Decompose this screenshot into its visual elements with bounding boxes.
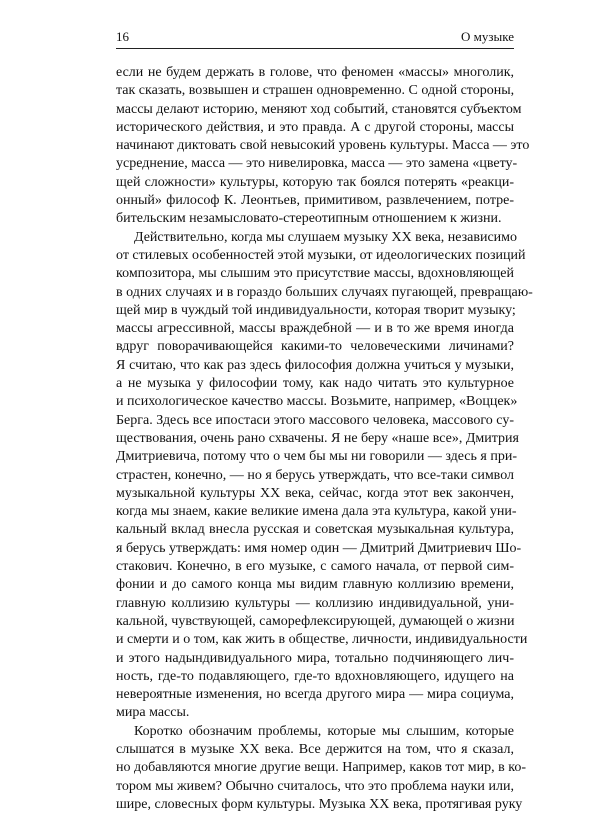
text-line: Дмитриевича, потому что о чем бы мы ни говорили — здесь я при-: [116, 449, 517, 465]
running-title: О музыке: [461, 29, 514, 44]
text-line: массы делают историю, меняют ход событий, становятся субъектом: [116, 101, 522, 117]
text-line: щей сложности» культуры, которую так боялся потерять «реакци-: [116, 174, 514, 190]
text-line: исторического действия, и это правда. А с другой стороны, массы: [116, 119, 514, 135]
text-line: от стилевых особенностей этой музыки, от идеологических позиций: [116, 247, 526, 263]
text-line: Действительно, когда мы слушаем музыку XX века, независимо: [134, 229, 518, 245]
text-line: композитора, мы слышим это присутствие массы, вдохновляющей: [116, 266, 514, 282]
text-line: музыкальной культуры XX века, сейчас, когда этот век закончен,: [116, 485, 514, 501]
text-line: слышатся в музыке XX века. Все держится на том, что я сказал,: [116, 741, 514, 757]
page-number: 16: [116, 29, 129, 44]
text-line: кальной, чувствующей, саморефлексирующей, думающей о жизни: [116, 613, 515, 629]
text-line: ность, где-то подавляющего, где-то вдохновляющего, идущего на: [116, 668, 514, 684]
text-line: и смерти и о том, как жить в обществе, личности, индивидуальности: [116, 632, 528, 648]
text-line: так сказать, возвышен и страшен одновременно. С одной стороны,: [116, 83, 515, 99]
text-line: шире, словесных форм культуры. Музыка XX века, протягивая руку: [116, 796, 523, 812]
text-line: вдруг поворачивающейся какими-то человеческими личинами?: [116, 339, 514, 355]
text-line: и этого надындивидуального мира, тотально подчиняющего лич-: [116, 650, 514, 666]
text-line: страстен, конечно, — но я берусь утверждать, что все-таки символ: [116, 467, 514, 483]
text-line: ществования, очень рано схвачены. Я не беру «наше все», Дмитрия: [116, 430, 519, 446]
text-line: мира массы.: [116, 705, 190, 721]
text-line: бительским незамысловато-стереотипным отношением к жизни.: [116, 211, 502, 227]
body-text: [116, 64, 533, 814]
running-head: [116, 28, 514, 46]
header-rule: [116, 48, 514, 49]
text-line: когда мы знаем, какие великие имена дала эта культура, какой уни-: [116, 504, 517, 520]
text-line: главную коллизию культуры — коллизию индивидуальной, уни-: [116, 595, 514, 611]
text-line: фонии и до самого конца мы видим главную коллизию времени,: [116, 577, 514, 593]
text-line: тором мы живем? Обычно считалось, что это проблема науки или,: [116, 778, 514, 794]
text-line: кальный вклад внесла русская и советская музыкальная культура,: [116, 522, 514, 538]
text-line: в одних случаях и в гораздо больших случаях пугающей, превращаю-: [116, 284, 533, 300]
text-line: Берга. Здесь все ипостаси этого массового человека, массового су-: [116, 412, 514, 428]
text-line: щей мир в чуждый той индивидуальности, которая творит музыку;: [116, 302, 516, 318]
text-line: а не музыка у философии тому, как надо читать это культурное: [116, 376, 514, 392]
text-line: я берусь утверждать: имя номер один — Дмитрий Дмитриевич Шо-: [116, 540, 522, 556]
text-line: невероятные изменения, но всегда другого мира — мира социума,: [116, 687, 514, 703]
text-line: начинают диктовать свой невысокий уровень культуры. Масса — это: [116, 138, 530, 154]
text-line: Коротко обозначим проблемы, которые мы слышим, которые: [134, 723, 514, 739]
text-line: массы агрессивной, массы враждебной — и в то же время иногда: [116, 321, 514, 337]
text-line: но добавляются многие другие вещи. Например, каков тот мир, в ко-: [116, 760, 527, 776]
text-line: усреднение, масса — это нивелировка, масса — это замена «цвету-: [116, 156, 518, 172]
text-line: если не будем держать в голове, что феномен «массы» многолик,: [116, 65, 514, 80]
text-line: и психологическое качество массы. Возьмите, например, «Воццек»: [116, 394, 518, 410]
text-line: онный» философ К. Леонтьев, примитивом, развлечением, потре-: [116, 193, 514, 209]
text-line: Я считаю, что как раз здесь философия должна учиться у музыки,: [116, 357, 514, 373]
text-line: стакович. Конечно, в его музыке, с самого начала, от первой сим-: [116, 559, 514, 575]
